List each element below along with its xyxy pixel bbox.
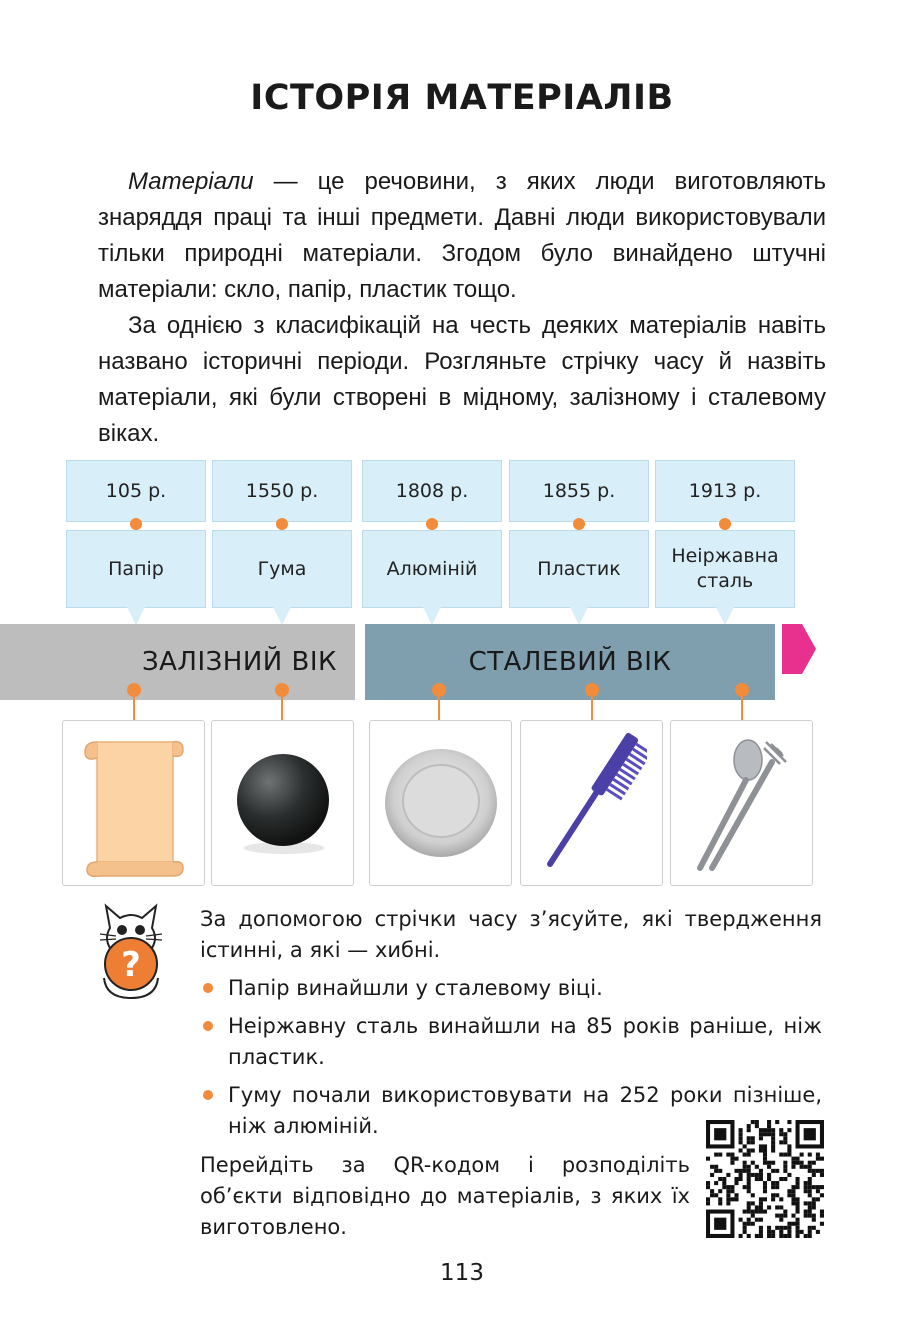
timeline-dot [275, 683, 289, 697]
card-plastic [520, 720, 663, 886]
timeline-stem [133, 697, 135, 720]
callout-pointer [570, 607, 588, 625]
card-paper [62, 720, 205, 886]
timeline-dot [585, 683, 599, 697]
cat-question-mascot-icon [96, 898, 166, 1002]
statement-1: Папір винайшли у сталевому віці. [200, 973, 822, 1004]
timeline-dot [573, 518, 585, 530]
material-box-paper: Папір [66, 530, 206, 608]
year-box-paper: 105 р. [66, 460, 206, 522]
timeline-stem [438, 697, 440, 720]
timeline-dot [432, 683, 446, 697]
timeline-dot [276, 518, 288, 530]
era-label-iron: ЗАЛІЗНИЙ ВІК [141, 647, 337, 677]
material-box-steel: Неіржавна сталь [655, 530, 795, 608]
page-number: 113 [440, 1260, 484, 1286]
card-steel [670, 720, 813, 886]
steel-cutlery-icon [682, 728, 802, 878]
svg-text:?: ? [121, 945, 141, 985]
era-band-iron [0, 624, 355, 700]
card-rubber [211, 720, 354, 886]
timeline-dot [130, 518, 142, 530]
timeline-dot [719, 518, 731, 530]
timeline-dot [735, 683, 749, 697]
term-materials: Матеріали [128, 168, 254, 195]
callout-pointer [716, 607, 734, 625]
intro-paragraph-2: За однією з класифікацій на честь деяких матеріалів навіть названо історичні періоди. Розгляньте стрічку часу й назвіть матеріали, які були створені в мідному, залізному і сталевому віках. [98, 312, 826, 447]
timeline-stem [281, 697, 283, 720]
callout-pointer [423, 607, 441, 625]
timeline-stem [591, 697, 593, 720]
task-intro: За допомогою стрічки часу з’ясуйте, які твердження істинні, а які — хибні. [200, 907, 822, 962]
timeline-stem [741, 697, 743, 720]
material-box-plastic: Пластик [509, 530, 649, 608]
year-box-plastic: 1855 р. [509, 460, 649, 522]
era-band-steel [365, 624, 775, 700]
card-aluminium [369, 720, 512, 886]
material-box-aluminium: Алюміній [362, 530, 502, 608]
year-box-rubber: 1550 р. [212, 460, 352, 522]
timeline-arrow-icon [782, 624, 816, 674]
callout-pointer [273, 607, 291, 625]
paper-scroll-icon [79, 728, 189, 878]
year-box-steel: 1913 р. [655, 460, 795, 522]
plastic-comb-icon [537, 728, 647, 878]
material-box-rubber: Гума [212, 530, 352, 608]
qr-code-icon[interactable] [706, 1120, 824, 1238]
intro-paragraph-1-text: — це речовини, з яких люди виготовляють знаряддя праці та інші предмети. Давні люди використовували тільки природні матеріали. Згодом було винайдено штучні матеріали: скло, папір, пластик тощо. [98, 168, 826, 303]
rubber-ball-icon [228, 748, 338, 858]
callout-pointer [127, 607, 145, 625]
statement-2: Неіржавну сталь винайшли на 85 років раніше, ніж пластик. [200, 1011, 822, 1073]
aluminium-plate-icon [381, 743, 501, 863]
timeline-dot [127, 683, 141, 697]
year-box-aluminium: 1808 р. [362, 460, 502, 522]
page-title: ІСТОРІЯ МАТЕРІАЛІВ [250, 78, 674, 118]
statement-3: Гуму почали використовувати на 252 роки пізніше, ніж алюміній. [200, 1080, 822, 1142]
intro-paragraph-1 [98, 164, 826, 308]
qr-task: Перейдіть за QR-кодом і розподіліть об’єкти відповідно до матеріалів, з яких їх виготовлено. [200, 1153, 690, 1239]
timeline-dot [426, 518, 438, 530]
era-label-steel: СТАЛЕВИЙ ВІК [468, 647, 672, 677]
